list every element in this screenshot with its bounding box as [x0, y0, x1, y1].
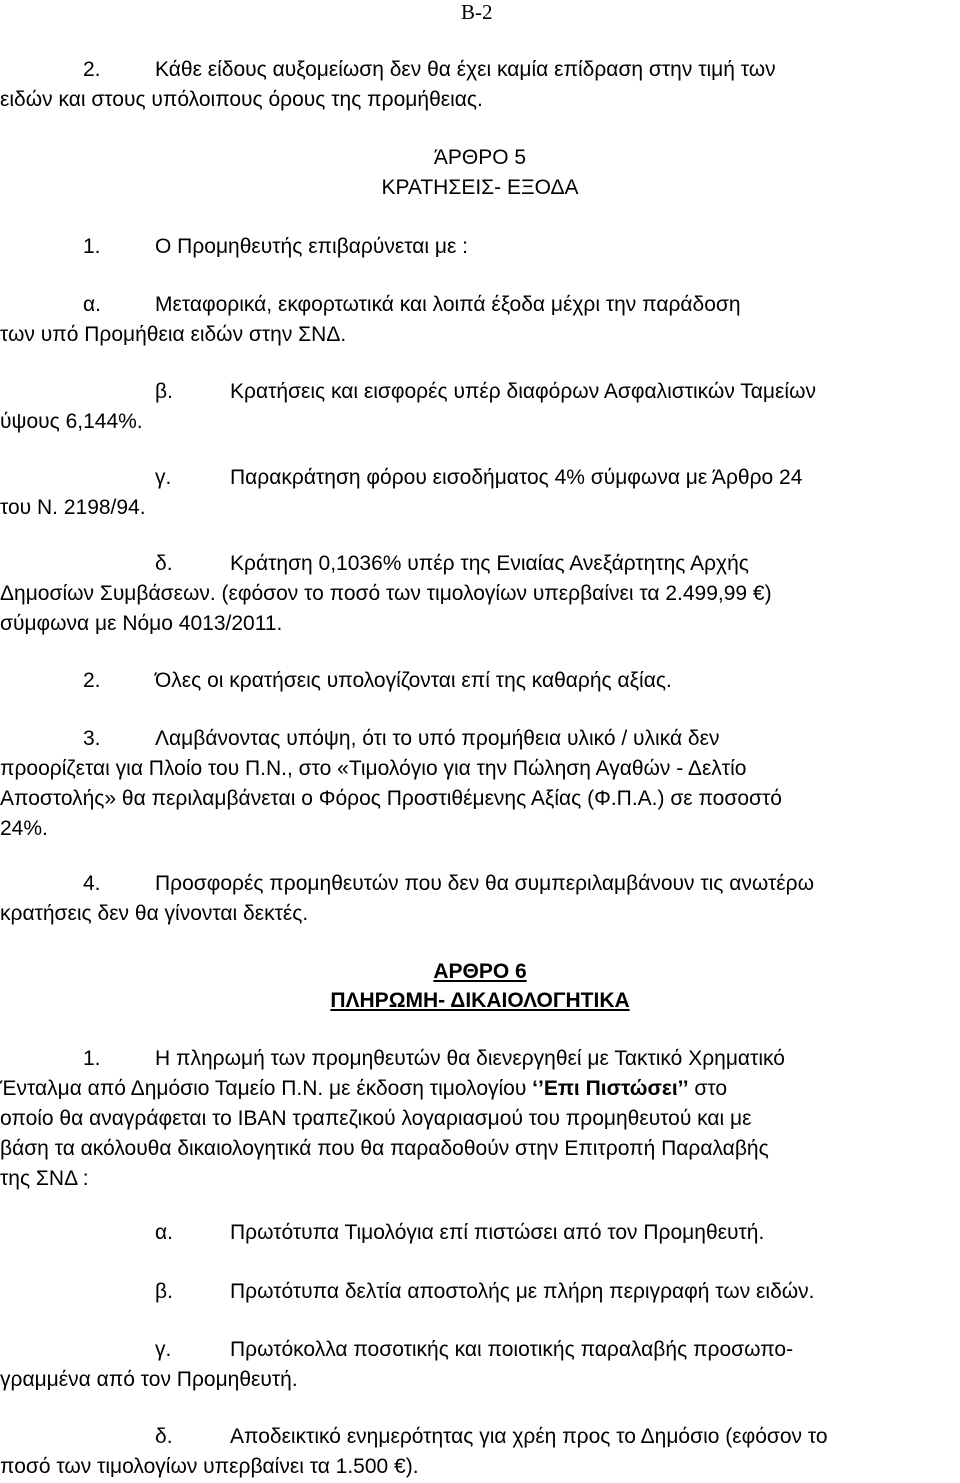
art5-item-3: 3. Λαμβάνοντας υπόψη, ότι το υπό προμήθεια υλικό / υλικά δεν προορίζεται για Πλοίο του Π.Ν., στο «Τιμολόγιο για την Πώληση Αγαθών - Δελτίο Αποστολής» θα περιλαμβάνεται ο Φόρος Προστιθέμενης Αξίας (Φ.Π.Α.) σε ποσοστό 24%. — [0, 724, 957, 844]
item-number: 1. — [83, 235, 101, 258]
item-letter: α. — [155, 1221, 173, 1244]
article-6-subtitle: ΠΛΗΡΩΜΗ- ΔΙΚΑΙΟΛΟΓΗΤΙΚΑ — [330, 989, 630, 1012]
item-letter: δ. — [155, 1425, 173, 1448]
paragraph-art4-item2: 2. Κάθε είδους αυξομείωση δεν θα έχει καμία επίδραση στην τιμή των ειδών και στους υπόλοιπους όρους της προμήθειας. — [0, 55, 957, 115]
item-number: 2. — [83, 669, 101, 692]
on-credit-emphasis: ‘’Επι Πιστώσει’’ — [532, 1077, 689, 1100]
item-letter: α. — [83, 293, 101, 316]
art6-subitem-a: α. Πρωτότυπα Τιμολόγια επί πιστώσει από τον Προμηθευτή. — [0, 1218, 957, 1248]
article-6-title: ΑΡΘΡΟ 6 — [433, 960, 527, 983]
item-number: 3. — [83, 727, 101, 750]
art5-subitem-b: β. Κρατήσεις και εισφορές υπέρ διαφόρων Ασφαλιστικών Ταμείων ύψους 6,144%. — [0, 377, 957, 437]
art5-item-4: 4. Προσφορές προμηθευτών που δεν θα συμπεριλαμβάνουν τις ανωτέρω κρατήσεις δεν θα γίνονται δεκτές. — [0, 869, 957, 929]
item-letter: β. — [155, 1280, 173, 1303]
item-letter: γ. — [155, 466, 172, 489]
item-letter: γ. — [155, 1338, 172, 1361]
art5-subitem-c: γ. Παρακράτηση φόρου εισοδήματος 4% σύμφωνα με Άρθρο 24 του Ν. 2198/94. — [0, 463, 957, 523]
item-letter: β. — [155, 380, 173, 403]
art5-item-2: 2. Όλες οι κρατήσεις υπολογίζονται επί της καθαρής αξίας. — [0, 666, 957, 696]
article-5-title: ΆΡΘΡΟ 5 — [433, 146, 527, 169]
item-number: 2. — [83, 58, 101, 81]
item-number: 1. — [83, 1047, 101, 1070]
page-number: Β-2 — [461, 0, 493, 24]
art5-subitem-d: δ. Κράτηση 0,1036% υπέρ της Ενιαίας Ανεξάρτητης Αρχής Δημοσίων Συμβάσεων. (εφόσον το ποσό των τιμολογίων υπερβαίνει τα 2.499,99 €) σύμφωνα με Νόμο 4013/2011. — [0, 549, 957, 639]
art6-subitem-d: δ. Αποδεικτικό ενημερότητας για χρέη προς το Δημόσιο (εφόσον το ποσό των τιμολογίων υπερβαίνει τα 1.500 €). — [0, 1422, 957, 1482]
art6-item-1: 1. Η πληρωμή των προμηθευτών θα διενεργηθεί με Τακτικό Χρηματικό Ένταλμα από Δημόσιο Ταμείο Π.Ν. με έκδοση τιμολογίου ‘’Επι Πιστώσει’’ στο οποίο θα αναγράφεται το IBAN τραπεζικού λογαριασμού του προμηθευτού και με βάση τα ακόλουθα δικαιολογητικά που θα παραδοθούν στην Επιτροπή Παραλαβής της ΣΝΔ : — [0, 1044, 957, 1194]
art6-subitem-c: γ. Πρωτόκολλα ποσοτικής και ποιοτικής παραλαβής προσωπο- γραμμένα από τον Προμηθευτή. — [0, 1335, 957, 1395]
art5-item-1: 1. Ο Προμηθευτής επιβαρύνεται με : — [0, 232, 957, 262]
item-number: 4. — [83, 872, 101, 895]
article-5-subtitle: ΚΡΑΤΗΣΕΙΣ- ΕΞΟΔΑ — [381, 176, 579, 199]
item-letter: δ. — [155, 552, 173, 575]
art5-subitem-a: α. Μεταφορικά, εκφορτωτικά και λοιπά έξοδα μέχρι την παράδοση των υπό Προμήθεια ειδών στην ΣΝΔ. — [0, 290, 957, 350]
art6-subitem-b: β. Πρωτότυπα δελτία αποστολής με πλήρη περιγραφή των ειδών. — [0, 1277, 957, 1307]
